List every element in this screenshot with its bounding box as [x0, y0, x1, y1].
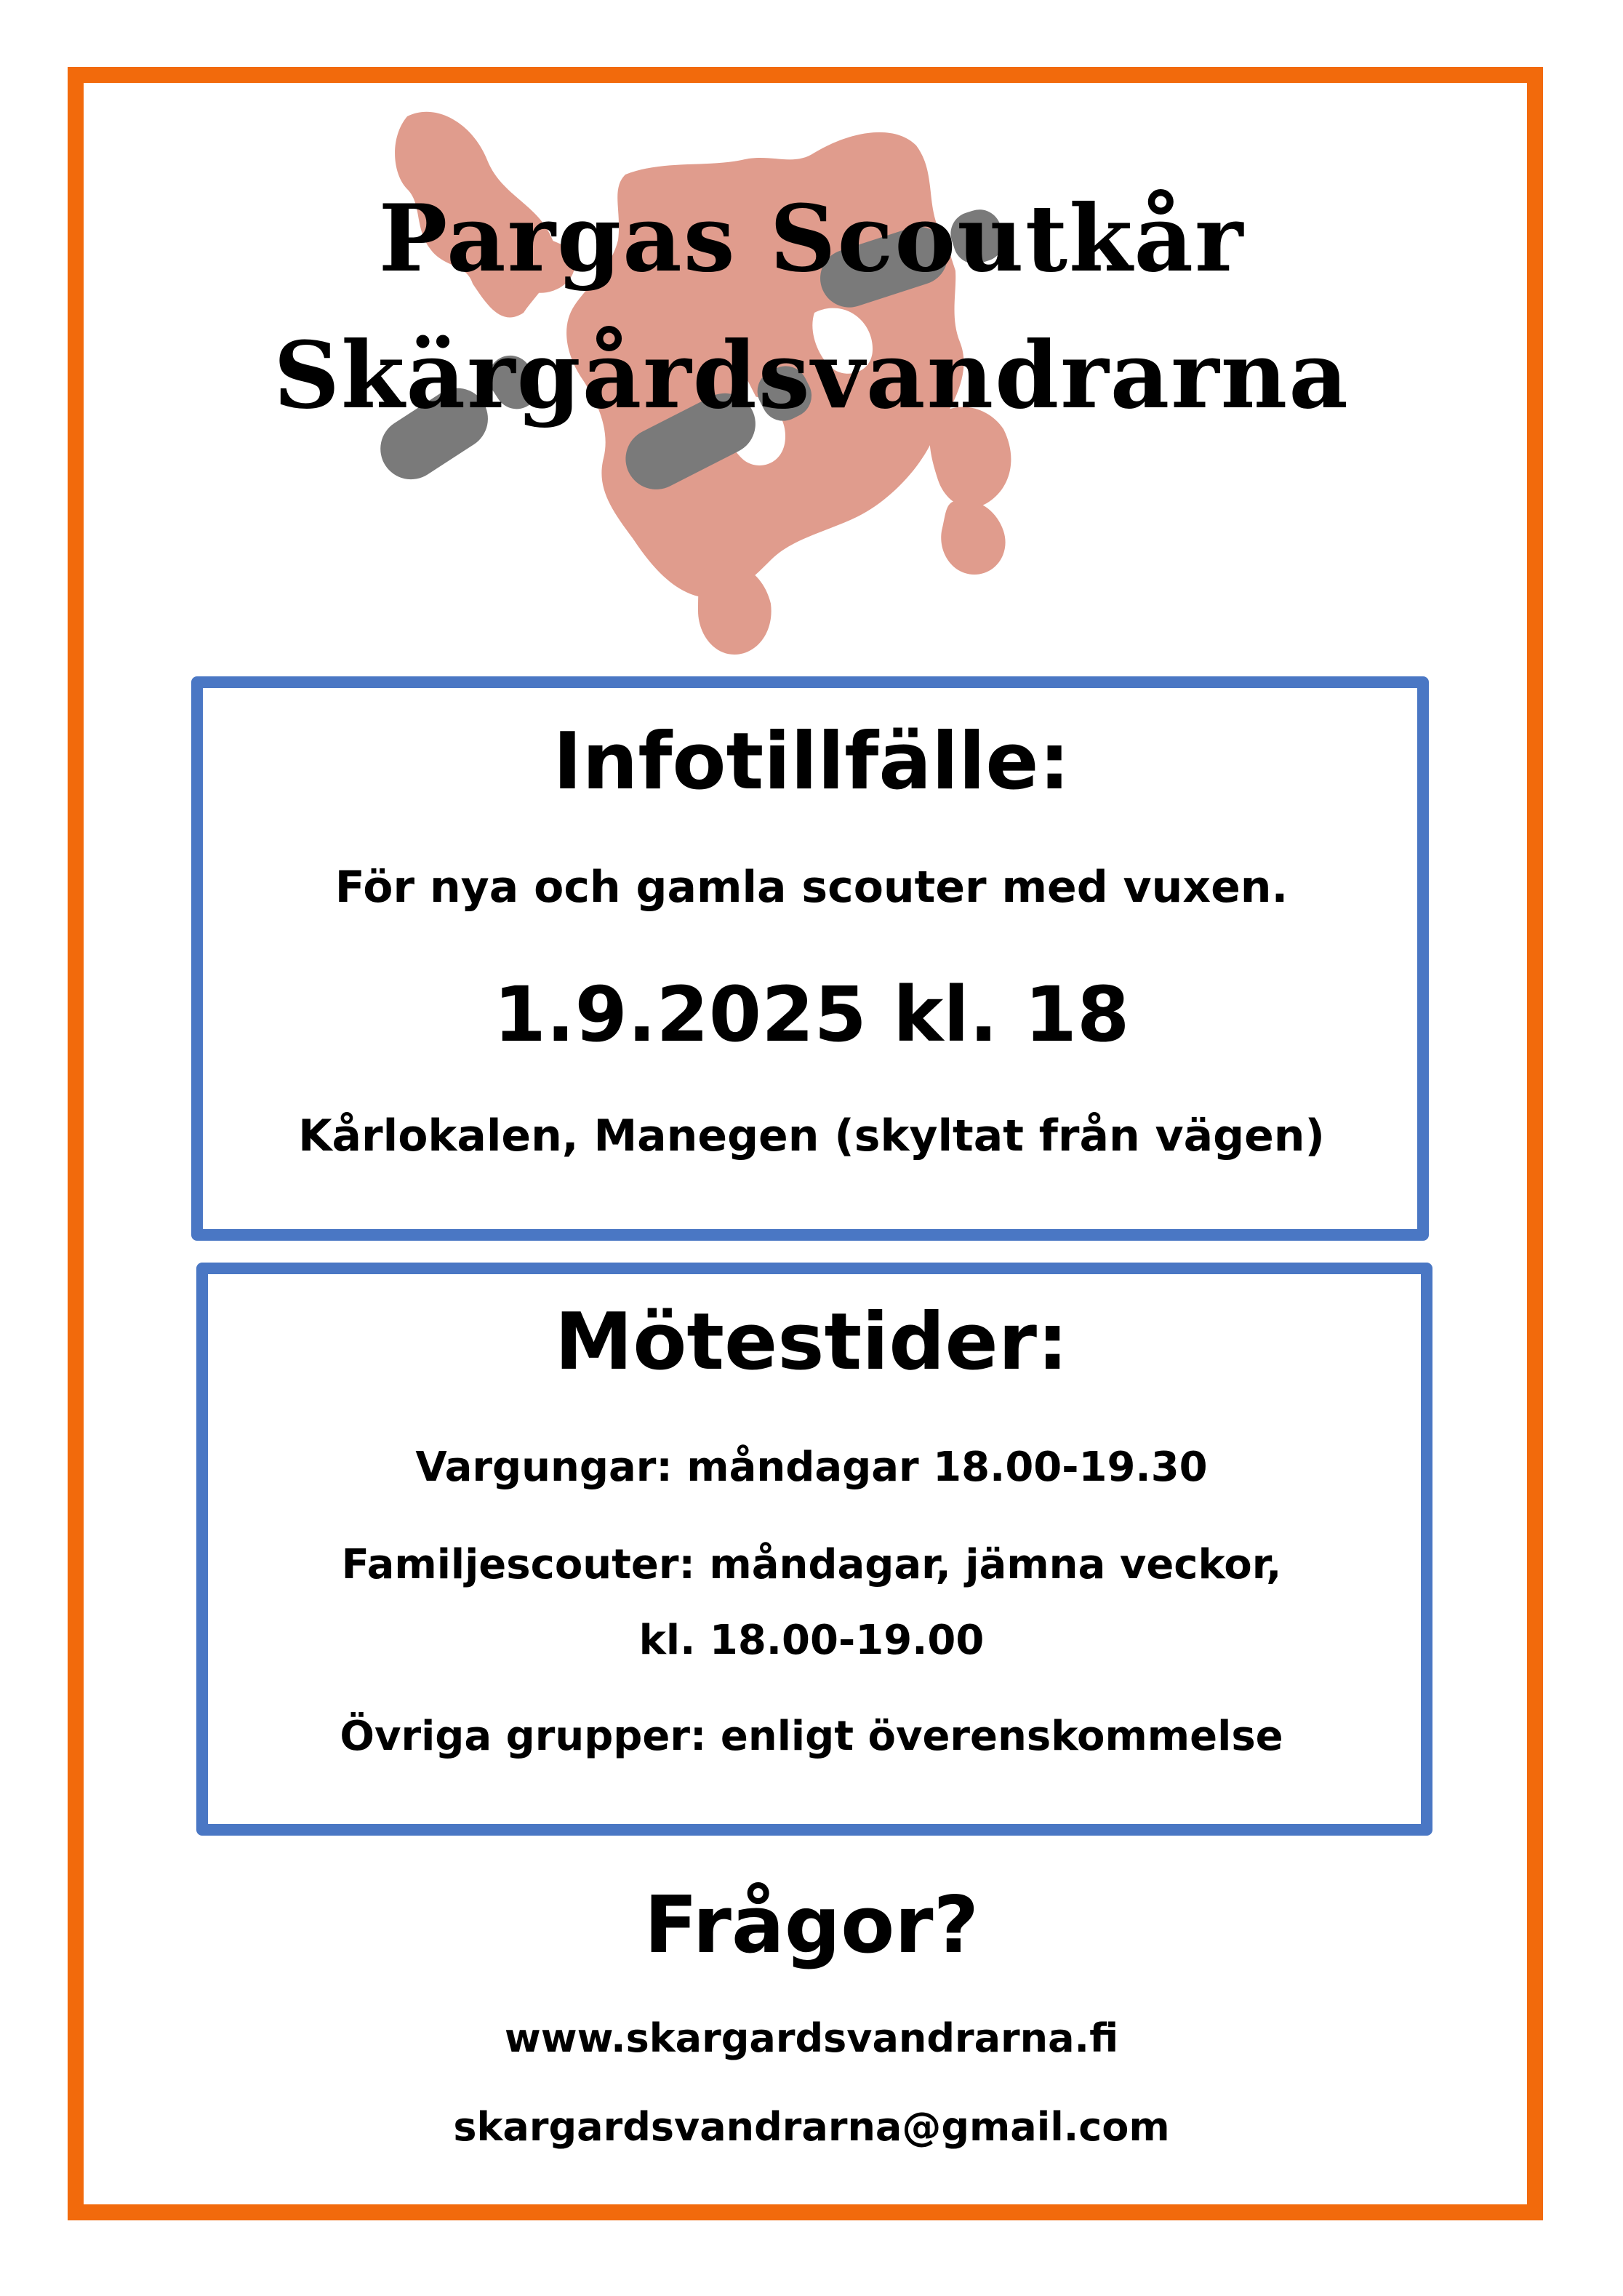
info-session-audience: För nya och gamla scouter med vuxen. [334, 862, 1289, 913]
info-session-date-time: 1.9.2025 kl. 18 [493, 970, 1130, 1059]
southeast-island [941, 500, 1005, 575]
meeting-time-item-continued: kl. 18.00-19.00 [638, 1617, 985, 1664]
south-island [698, 560, 772, 655]
email-link[interactable]: skargardsvandrarna@gmail.com [453, 2104, 1170, 2150]
contact-heading: Frågor? [644, 1880, 979, 1971]
info-session-location: Kårlokalen, Manegen (skyltat från vägen) [298, 1111, 1325, 1161]
meeting-time-item: Övriga grupper: enligt överenskommelse [340, 1713, 1283, 1760]
meeting-times-heading: Mötestider: [554, 1297, 1069, 1388]
info-session-heading: Infotillfälle: [553, 716, 1070, 807]
website-link[interactable]: www.skargardsvandrarna.fi [504, 2015, 1119, 2061]
meeting-time-item: Familjescouter: måndagar, jämna veckor, [341, 1541, 1282, 1588]
title-group-name: Skärgårdsvandrarna [273, 321, 1350, 429]
meeting-time-item: Vargungar: måndagar 18.00-19.30 [415, 1444, 1208, 1491]
title-organization: Pargas Scoutkår [378, 185, 1245, 292]
